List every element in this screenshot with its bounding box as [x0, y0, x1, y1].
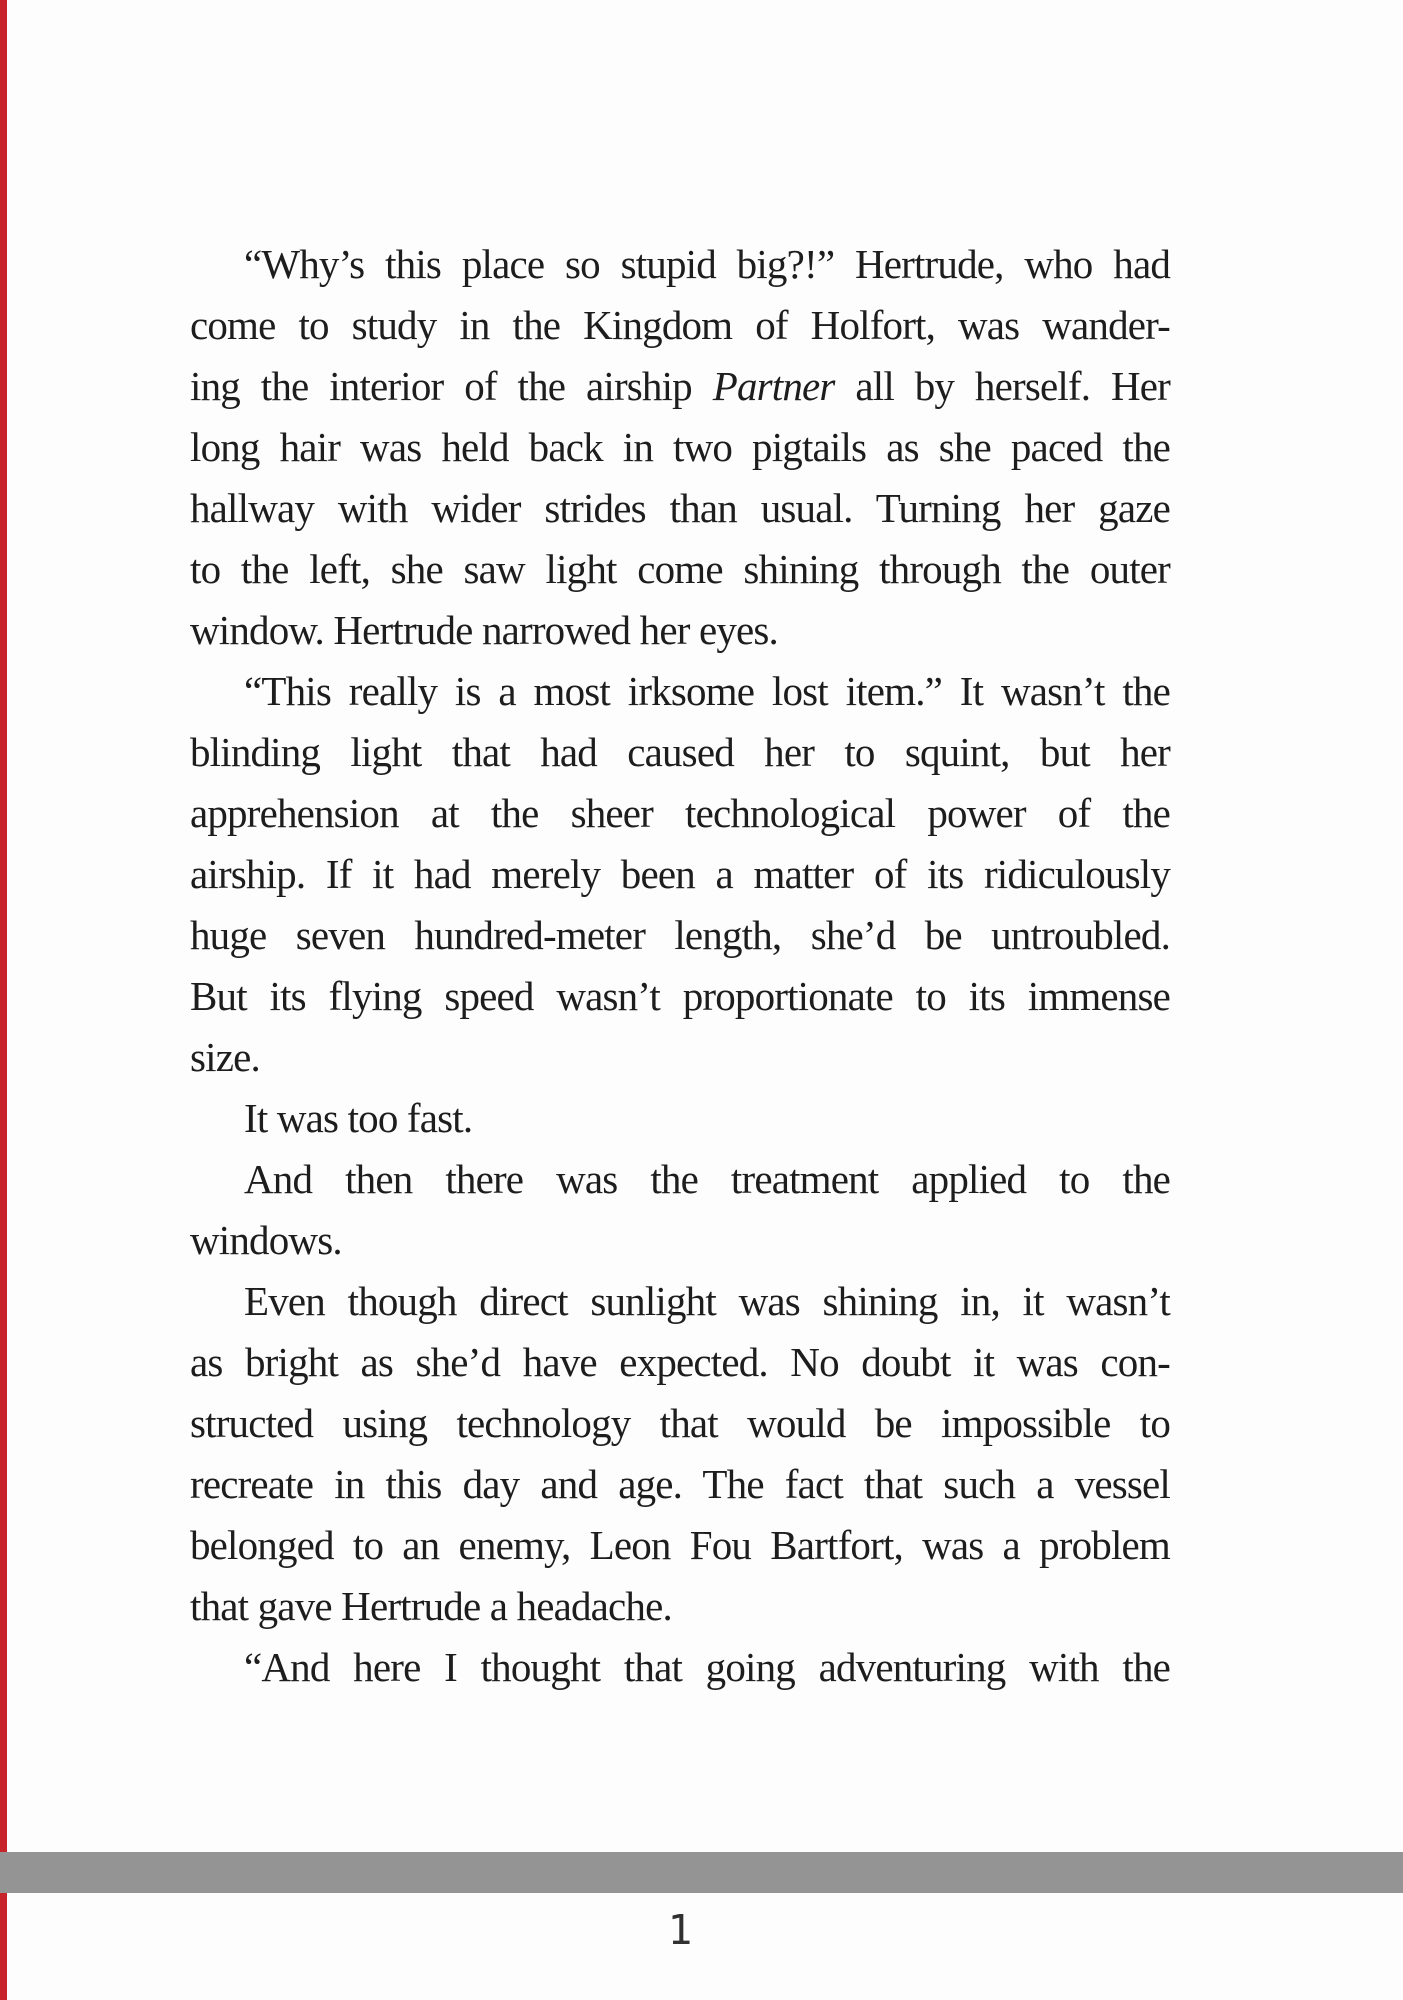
text-segment: Even though direct sunlight was shining in, it wasn’t	[244, 1278, 1170, 1324]
page-number: 1	[667, 1906, 693, 1954]
text-segment: recreate in this day and age. The fact that such a vessel	[190, 1461, 1170, 1507]
text-segment: “This really is a most irksome lost item.” It wasn’t the	[244, 668, 1170, 714]
text-segment: blinding light that had caused her to squint, but her	[190, 729, 1170, 775]
text-segment: airship. If it had merely been a matter of its ridiculously	[190, 851, 1170, 897]
italic-book-title: Partner	[712, 363, 835, 409]
text-line	[190, 661, 1170, 722]
text-line	[190, 722, 1170, 783]
text-segment: long hair was held back in two pigtails as she paced the	[190, 424, 1170, 470]
text-segment: that gave Hertrude a headache.	[190, 1583, 672, 1629]
text-line	[190, 539, 1170, 600]
text-line	[190, 905, 1170, 966]
text-segment: hallway with wider strides than usual. Turning her gaze	[190, 485, 1170, 531]
text-line	[190, 600, 1170, 661]
text-line	[190, 783, 1170, 844]
text-line	[190, 1271, 1170, 1332]
left-accent-strip	[0, 0, 7, 2000]
text-line	[190, 1332, 1170, 1393]
text-line	[190, 234, 1170, 295]
text-segment: apprehension at the sheer technological power of the	[190, 790, 1170, 836]
text-segment: And then there was the treatment applied to the	[244, 1156, 1170, 1202]
text-line	[190, 295, 1170, 356]
text-line	[190, 1149, 1170, 1210]
text-line	[190, 356, 1170, 417]
text-line	[190, 966, 1170, 1027]
page-text	[190, 234, 1170, 1698]
text-line	[190, 1027, 1170, 1088]
text-line	[190, 1454, 1170, 1515]
text-segment: ing the interior of the airship	[190, 363, 713, 409]
text-segment: But its flying speed wasn’t proportionate to its immense	[190, 973, 1170, 1019]
text-segment: huge seven hundred-meter length, she’d be untroubled.	[190, 912, 1170, 958]
text-line	[190, 1393, 1170, 1454]
text-segment: “And here I thought that going adventuring with the	[244, 1644, 1170, 1690]
text-segment: “Why’s this place so stupid big?!” Hertrude, who had	[244, 241, 1170, 287]
text-segment: as bright as she’d have expected. No doubt it was con-	[190, 1339, 1170, 1385]
text-line	[190, 1515, 1170, 1576]
text-line	[190, 844, 1170, 905]
text-line	[190, 1210, 1170, 1271]
text-segment: all by herself. Her	[834, 363, 1171, 409]
text-segment: to the left, she saw light come shining through the outer	[190, 546, 1170, 592]
text-segment: come to study in the Kingdom of Holfort, was wander-	[190, 302, 1170, 348]
progress-divider-bar	[0, 1852, 1403, 1893]
text-segment: structed using technology that would be impossible to	[190, 1400, 1170, 1446]
text-segment: window. Hertrude narrowed her eyes.	[190, 607, 778, 653]
text-segment: belonged to an enemy, Leon Fou Bartfort, was a problem	[190, 1522, 1170, 1568]
text-line	[190, 1576, 1170, 1637]
text-segment: windows.	[190, 1217, 342, 1263]
text-segment: It was too fast.	[244, 1095, 473, 1141]
text-line	[190, 1088, 1170, 1149]
text-line	[190, 417, 1170, 478]
text-line	[190, 478, 1170, 539]
text-segment: size.	[190, 1034, 260, 1080]
text-line	[190, 1637, 1170, 1698]
